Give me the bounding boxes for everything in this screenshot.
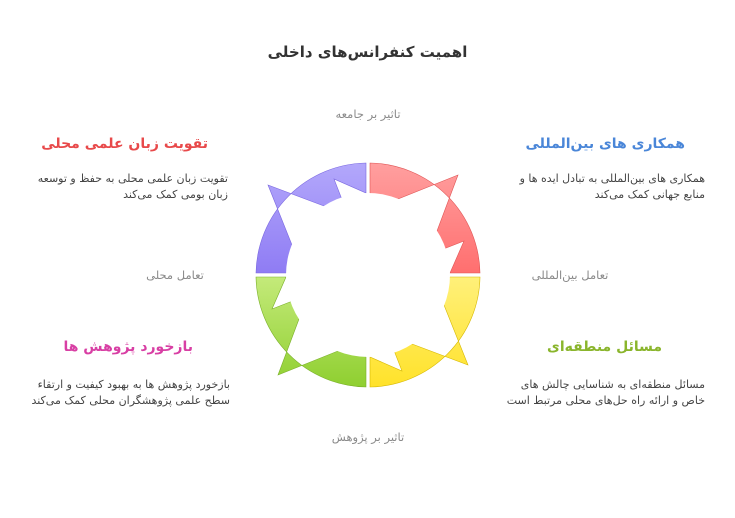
quadrant-text-regional-issues: مسائل منطقه‌ای به شناسایی چالش های خاص و ارائه راه حل‌های محلی مرتبط است bbox=[506, 378, 705, 407]
quadrant-text-local-language: تقویت زبان علمی محلی به حفظ و توسعه زبان بومی کمک می‌کند bbox=[37, 172, 228, 201]
quadrant-title-international-cooperation: همکاری های بین‌المللی bbox=[525, 136, 685, 152]
axis-label-left: تعامل محلی bbox=[146, 268, 204, 282]
quadrant-text-international-cooperation: همکاری های بین‌المللی به تبادل ایده ها و منابع جهانی کمک می‌کند bbox=[519, 172, 705, 201]
cycle-wheel bbox=[248, 155, 488, 395]
wheel-center bbox=[286, 193, 450, 357]
quadrant-title-research-feedback: بازخورد پژوهش ها bbox=[63, 339, 193, 355]
axis-label-bottom: تاثیر بر پژوهش bbox=[331, 430, 405, 444]
diagram-title: اهمیت کنفرانس‌های داخلی bbox=[267, 43, 468, 61]
quadrant-title-local-language: تقویت زبان علمی محلی bbox=[41, 136, 208, 152]
axis-label-top: تاثیر بر جامعه bbox=[335, 107, 401, 121]
axis-label-right: تعامل بین‌المللی bbox=[531, 268, 609, 282]
quadrant-title-regional-issues: مسائل منطقه‌ای bbox=[546, 339, 662, 355]
quadrant-text-research-feedback: بازخورد پژوهش ها به بهبود کیفیت و ارتقاء سطح علمی پژوهشگران محلی کمک می‌کند bbox=[31, 378, 230, 407]
